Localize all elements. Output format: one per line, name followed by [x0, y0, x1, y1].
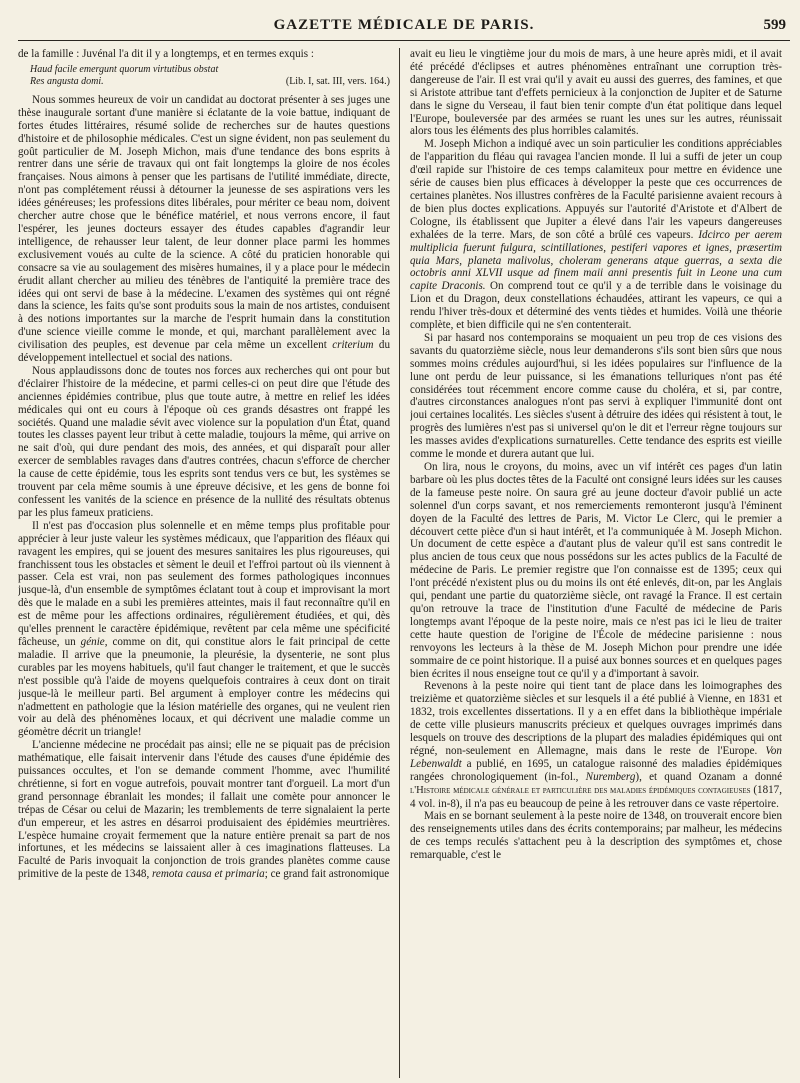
italic-term: remota causa et primaria [152, 868, 265, 881]
paragraph: Il n'est pas d'occasion plus solennelle et en même temps plus profitable pour apprécier à leur juste valeur les systèmes médicaux, que l'apparition des fléaux qui ravagent les empires, qui se jouent des mesures sanitaires les plus rigoureuses, qui franchissent tous les obstacles et sèment le deuil et l'effroi partout où ils viennent à passer. Cela est vrai, non pas seulement des formes pathologiques inconnues jusque-là, d'un ensemble de symptômes éclatant tout à coup et improvisant la mort dès que le malade en a subi les premières atteintes, mais il faut reconnaître qu'il en est de même pour les affections ordinaires, régulièrement étudiées, et qui, dès qu'elles prennent le caractère épidémique, revêtent par cela même une spécificité fâcheuse, un génie, comme on dit, qui constitue alors le fait principal de cette maladie. Il arrive que la pneumonie, la pleurésie, la dysenterie, ne sont plus curables par les moyens habituels, qu'il faut changer le traitement, et que le succès n'est possible qu'à l'aide de moyens quelquefois contraires à ceux dont on tirait jusque-là le meilleur parti. Bel argument à employer contre les médecins qui n'admettent en pathologie que la lésion matérielle des organes, qui ne veulent rien voir au delà des phénomènes locaux, et qui décrivent une maladie comme un géomètre décrit un triangle! [18, 519, 390, 739]
left-column [18, 48, 390, 1076]
italic-term: criterium [332, 339, 374, 352]
paragraph: L'ancienne médecine ne procédait pas ainsi; elle ne se piquait pas de précision mathématique, elle faisait intervenir dans l'étude des causes d'une épidémie des puissances occultes, et l'on se demande comment l'homme, avec l'humilité chrétienne, si fort en vogue autrefois, pouvait montrer tant d'orgueil. La mort d'un grand personnage ébranlait les mondes; il fallait une comète pour annoncer le trépas de César ou celui de Mazarin; les tremblements de terre signalaient la perte d'un empereur, et les astres en désarroi produisaient des épidémies meurtrières. L'espèce humaine croyait fermement que la nature entière prenait sa part de nos infortunes, et les médecins se laissaient aller à ces imaginations flatteuses. La Faculté de Paris invoquait la conjonction de trois grandes planètes comme cause primitive de la peste de 1348, remota causa et primaria; ce grand fait astronomique [18, 739, 390, 881]
paragraph: Nous applaudissons donc de toutes nos forces aux recherches qui ont pour but d'éclairer l'histoire de la médecine, et parmi celles-ci on peut dire que l'étude des anciennes épidémies contribue, plus que toute autre, à mettre en relief les idées médicales qui ont eu cours à l'époque où ces grands désastres ont frappé les sociétés. Quand une maladie sévit avec violence sur la population d'un État, quand toutes les classes payent leur tribut à cette maladie, toujours la même, qui arrive on ne sait d'où, qui dure pendant des mois, des années, et qui disparaît pour aller exercer de semblables ravages dans d'autres contrées, chacun s'efforce de chercher la cause de cette épidémie, tous les esprits sont tendus vers ce but, les systèmes se trouvent par cela même soumis à une épreuve décisive, et les gens de bonne foi confessent les vanités de la science en présence de la nullité des résultats obtenus par les plus fameux praticiens. [18, 364, 390, 519]
column-divider [399, 48, 400, 1078]
paragraph: Nous sommes heureux de voir un candidat au doctorat présenter à ses juges une thèse inaugurale sortant d'une manière si éclatante de la voie battue, indiquant de fortes études littéraires, résumé solide de recherches sur de hautes questions d'histoire et de philosophie médicales. C'est un signe évident, non pas seulement du goût particulier de M. Joseph Michon, mais d'une tendance des bons esprits à rentrer dans une série de travaux qui ont fait longtemps la gloire de nos écoles françaises. Nous aimons à penser que les partisans de l'utilité immédiate, directe, n'ont pas complétement réussi à détourner la jeunesse de ses aspirations vers les idées généreuses; les professions dites libérales, pour mériter ce beau nom, doivent chercher autre chose que le bénéfice matériel, et nous verrons encore, il faut l'espérer, les jeunes docteurs essayer des études capables d'agrandir leur intelligence, de rehausser leur talent, de leur donner place parmi les hommes exclusivement voués au culte de la science. A côté du praticien honorable qui consacre sa vie au soulagement des misères humaines, il y a place pour le médecin érudit allant chercher au milieu des ténèbres de l'antiquité la première trace des idées qui ont servi de base à la médecine. L'examen des systèmes qui ont régné dans la science, les faits qu'se sont produits sous la main de nos artistes, conduisent à des notions importantes sur la marche de l'esprit humain dans la constitution d'une science vieille comme le monde, et qui, marchant parallèlement avec la civilisation des peuples, est devenue par cela même un excellent criterium du développement intellectuel et social des nations. [18, 93, 390, 365]
paragraph: Revenons à la peste noire qui tient tant de place dans les loimographes des treizième et quatorzième siècles et sur lesquels il a été publié à Vienne, en 1831 et 1832, trois excellentes dissertations. Il y a en effet dans la bibliothèque impériale de cette ville plusieurs manuscrits précieux et quelques ouvrages imprimés dans lesquels on trouve des descriptions de la plupart des maladies épidémiques qui ont régné, non-seulement en Allemagne, mais dans le reste de l'Europe. Von Lebenwaldt a publié, en 1695, un catalogue raisonné des maladies épidémiques rangées chronologiquement (in-fol., Nuremberg), et quand Ozanam a donné l'Histoire médicale générale et particulière des maladies épidémiques contagieuses (1817, 4 vol. in-8), il n'a pas eu beaucoup de peine à les retrouver dans ce vaste répertoire. [410, 680, 782, 810]
quote-reference: (Lib. I, sat. III, vers. 164.) [285, 75, 390, 87]
latin-citation: Idcirco per aerem multiplicia fuerunt fulgura, scintillationes, pestiferi vapores et ignes, præsertim quia Mars, planeta malivolus, choleram generans atque guerras, a sexta die octobris anni XLVII usque ad finem maii anni presentis fuit in Leone una cum capite Draconis. [410, 228, 782, 293]
place-name: Nuremberg [585, 770, 636, 783]
paragraph: Mais en se bornant seulement à la peste noire de 1348, on trouverait encore bien des renseignements utiles dans des écrits contemporains; par malheur, les médecins de ces temps reculés s'attachent peu à la description des symptômes et, chose remarquable, c'est le [410, 810, 782, 862]
page-header [18, 12, 790, 41]
page-number: 599 [763, 17, 786, 33]
paragraph: avait eu lieu le vingtième jour du mois de mars, à une heure après midi, et il avait été précédé d'éclipses et autres phénomènes entraînant une corruption très-dangereuse de l'air. Il est vrai qu'il y avait eu aussi des guerres, des famines, et que si Aristote attribue tant d'effets pernicieux à la conjonction de Jupiter et de Saturne dans le signe du Verseau, il faut bien tenir compte d'un état politique dans lequel l'Europe, bouleversée par des armées se ruant les unes sur les autres, réunissait alors tous les éléments des plus horribles calamités. [410, 48, 782, 138]
paragraph: On lira, nous le croyons, du moins, avec un vif intérêt ces pages d'un latin barbare où les plus doctes têtes de la Faculté ont consigné leurs idées sur les causes de la fameuse peste noire. On saura gré au jeune docteur d'avoir publié un acte solennel d'un corps savant, et nos remerciements remonteront jusqu'à l'éminent doyen de la Faculté des lettres de Paris, M. Victor Le Clerc, qui le premier a découvert cette pièce d'un si haut intérêt, et l'a communiquée à M. Joseph Michon. Un document de cette espèce a d'autant plus de valeur qu'il est sans contredit le plus ancien de tous ceux que nous possédons sur les actes publics de la Faculté de médecine de Paris. Le premier registre que l'on connaisse est de 1395; ceux qui l'ont précédé n'existent plus ou du moins ils ont été enlevés, dit-on, par les Anglais qui, pendant une partie du quatorzième siècle, ont ravagé la France. Il est certain qu'on retrouve la trace de l'institution d'une Faculté de médecine de Paris longtemps avant l'époque de la peste noire, mais ce n'est pas ici le lieu de traiter cette haute question de l'origine de l'École de médecine parisienne : nous renvoyons les lecteurs à la thèse de M. Joseph Michon pour prendre une idée sommaire de ce point historique. Il a puisé aux bonnes sources et en quelques pages bien écrites il nous enseigne tout ce qu'il y a d'important à savoir. [410, 461, 782, 680]
quote-line: Res angusta domi. [30, 75, 104, 87]
paragraph: M. Joseph Michon a indiqué avec un soin particulier les conditions appréciables de l'apparition du fléau qui ravagea l'ancien monde. Il lui a suffi de jeter un coup d'œil rapide sur l'histoire de ces temps calamiteux pour mettre en évidence une série de causes bien plus efficaces à développer la peste que ces occurrences de certaines planètes. Nos illustres confrères de la Faculté parisienne avaient recours à de bien plus doctes explications. Appuyés sur l'autorité d'Aristote et d'Albert de Cologne, ils établissent que Jupiter a élevé dans l'air les vapeurs dangereuses exhalées de la terre. Mars, de son côté a brûlé ces vapeurs. Idcirco per aerem multiplicia fuerunt fulgura, scintillationes, pestiferi vapores et ignes, præsertim quia Mars, planeta malivolus, choleram generans atque guerras, a sexta die octobris anni XLVII usque ad finem maii anni presentis fuit in Leone una cum capite Draconis. On comprend tout ce qu'il y a de terrible dans le voisinage du Lion et du Dragon, deux constellations échaudées, attirant les vapeurs, ce qui a rendu l'hiver très-doux et déterminé des vents tièdes et humides. Voilà une théorie complète, et bien difficile qui ne s'en contenterait. [410, 138, 782, 332]
italic-term: génie [80, 635, 105, 648]
paragraph: de la famille : Juvénal l'a dit il y a longtemps, et en termes exquis : [18, 48, 314, 60]
paragraph: Si par hasard nos contemporains se moquaient un peu trop de ces visions des savants du quatorzième siècle, nous leur demanderons s'ils sont bien sûrs que nous sommes moins crédules aujourd'hui, si les idées populaires sur l'influence de la lune ont perdu de leur puissance, si les émanations telluriques n'ont pas été considérées tout récemment encore comme cause du choléra, et si, par contre, d'autres circonstances analogues n'ont pas servi à expliquer l'immunité dont ont joui certaines localités. Les siècles s'usent à détruire des idées qui résistent à tout, le progrès des lumières n'est pas si universel qu'on le dit et l'erreur règne toujours sur les masses avides d'explications surnaturelles. Cette tendance des esprits est vieille comme le monde et durera autant que lui. [410, 331, 782, 461]
right-column [410, 48, 782, 1076]
masthead-title: GAZETTE MÉDICALE DE PARIS. [273, 17, 535, 33]
book-title: l'Histoire médicale générale et particulière des maladies épidémiques contagieuses [410, 784, 751, 796]
author-name: Von Lebenwaldt [410, 744, 782, 770]
quote-line: Haud facile emergunt quorum virtutibus obstat [30, 63, 219, 75]
latin-quotation [30, 64, 390, 88]
